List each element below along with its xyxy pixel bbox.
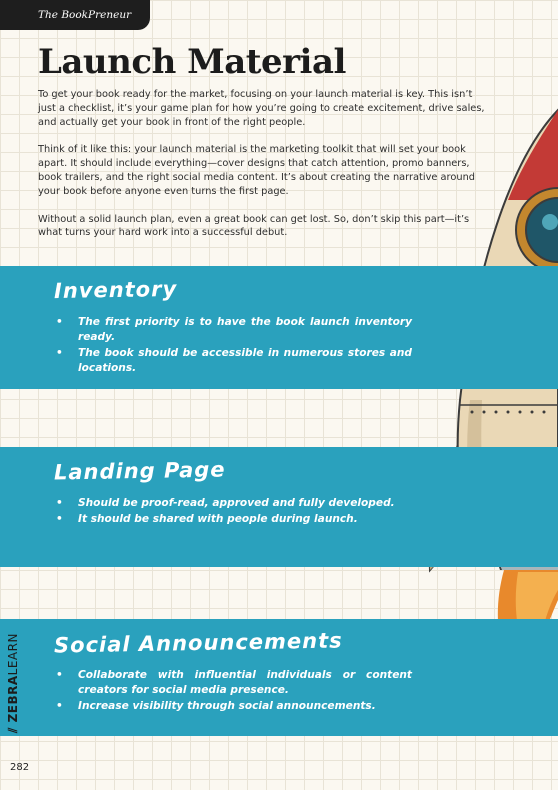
brand-bold: ZEBRA [6, 675, 20, 723]
section-title: Social Announcements [53, 628, 343, 658]
landing-page-section [0, 447, 558, 567]
social-announcements-section [0, 619, 558, 736]
header-label: The BookPreneur [38, 9, 132, 21]
list-item: • Collaborate with influential individuals or content creators for social media presence. [56, 668, 412, 698]
intro-paragraph: Without a solid launch plan, even a great book can get lost. So, don’t skip this part—it’s what turns your hard work into a successful debut. [38, 213, 470, 239]
section-title: Landing Page [53, 457, 226, 485]
header-tab [0, 0, 150, 30]
section-title: Inventory [53, 276, 178, 304]
intro-paragraph: Think of it like this: your launch material is the marketing toolkit that will set your book apart. It should include everything—cover designs that catch attention, promo banners, book trailers, and the right social media content. It’s about creating the narrative around your book before anyone even turns the first page. [38, 144, 475, 197]
list-item: • The first priority is to have the book launch inventory ready. [56, 315, 412, 345]
list-item: • Should be proof-read, approved and fully developed. [56, 496, 412, 511]
inventory-section [0, 266, 558, 389]
list-item: • Increase visibility through social announcements. [56, 699, 412, 714]
list-item: • It should be shared with people during launch. [56, 512, 412, 527]
intro-paragraph: To get your book ready for the market, focusing on your launch material is key. This isn’t just a checklist, it’s your game plan for how you’re going to create excitement, drive sales, and actually get your book in front of the right people. [38, 89, 485, 128]
brand-logo [3, 625, 25, 747]
zebra-stripes-icon: ⫽ [6, 722, 20, 733]
page-number: 282 [10, 762, 30, 773]
brand-light: LEARN [6, 633, 20, 676]
bullet-list [56, 315, 412, 377]
brand-wordmark [6, 624, 22, 742]
bullet-list [56, 496, 412, 528]
list-item: • The book should be accessible in numerous stores and locations. [56, 346, 412, 376]
page-title: Launch Material [38, 42, 346, 82]
bullet-list [56, 668, 412, 715]
